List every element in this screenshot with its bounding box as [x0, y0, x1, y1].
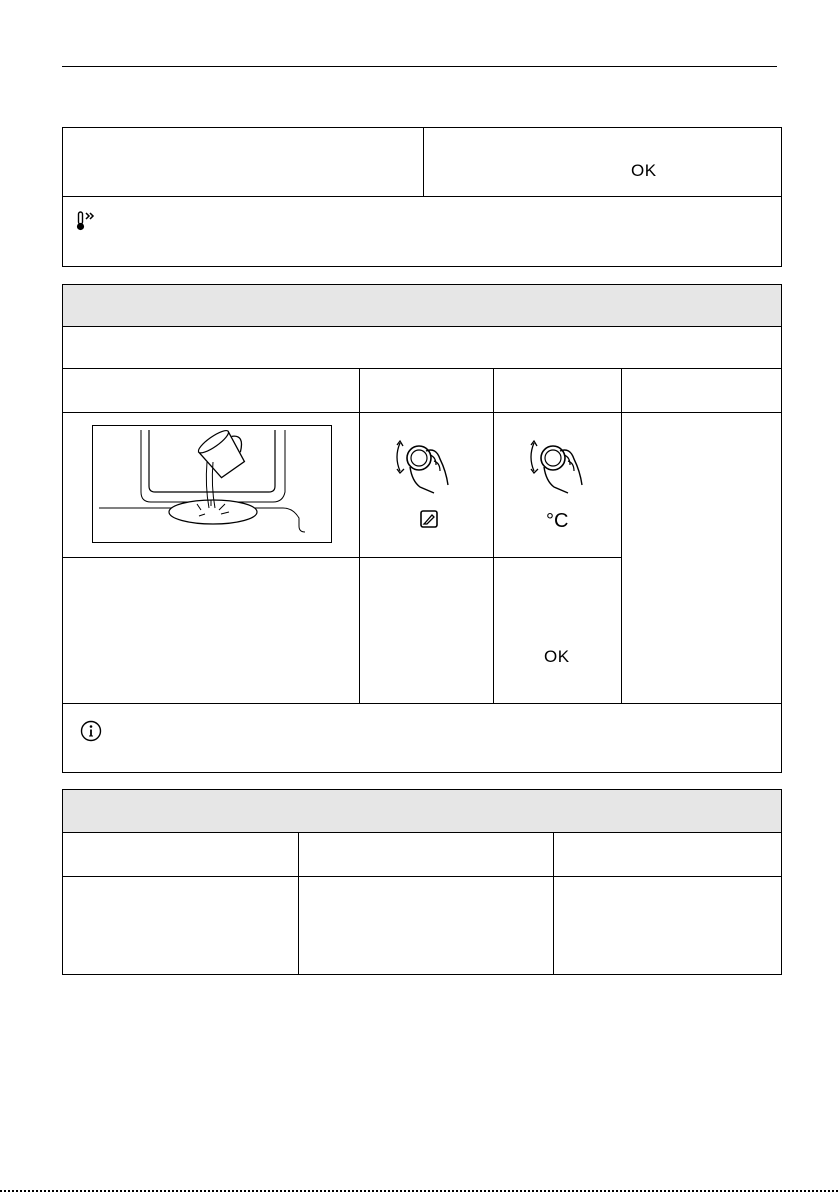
section2-illustration-cell — [62, 412, 360, 558]
section2-header — [62, 284, 782, 327]
section1-row-right — [423, 127, 782, 197]
section2-text-cell-2 — [359, 557, 494, 704]
ok-label: OK — [544, 647, 570, 666]
section3-cell-3 — [553, 876, 782, 975]
section3-col-header-2 — [298, 832, 554, 877]
section2-knob-cell-1 — [359, 412, 494, 558]
section2-subheader — [62, 326, 782, 369]
section2-col-header-1 — [62, 368, 360, 413]
steam-clean-icon — [420, 510, 438, 528]
ok-label: OK — [631, 161, 657, 180]
section2-col4-merged-cell — [621, 412, 782, 704]
section2-text-cell-1 — [62, 557, 360, 704]
knob-turn-hand-icon — [524, 431, 590, 497]
section2-info-note — [62, 703, 782, 773]
section2-col-header-4 — [621, 368, 782, 413]
section1-row-left — [62, 127, 424, 197]
section2-text-cell-3 — [493, 557, 622, 704]
section3-col-header-1 — [62, 832, 299, 877]
section3-cell-2 — [298, 876, 554, 975]
section1-note — [62, 196, 782, 267]
top-rule — [62, 66, 777, 67]
knob-turn-hand-icon — [390, 431, 456, 497]
section2-col-header-2 — [359, 368, 494, 413]
section2-col-header-3 — [493, 368, 622, 413]
thermometer-fast-heat-icon — [75, 211, 99, 233]
section3-header — [62, 789, 782, 833]
info-icon — [80, 720, 102, 742]
section3-cell-1 — [62, 876, 299, 975]
section2-knob-cell-2 — [493, 412, 622, 558]
section3-col-header-3 — [553, 832, 782, 877]
water-pour-illustration — [92, 425, 332, 543]
celsius-icon: °C — [546, 510, 569, 532]
